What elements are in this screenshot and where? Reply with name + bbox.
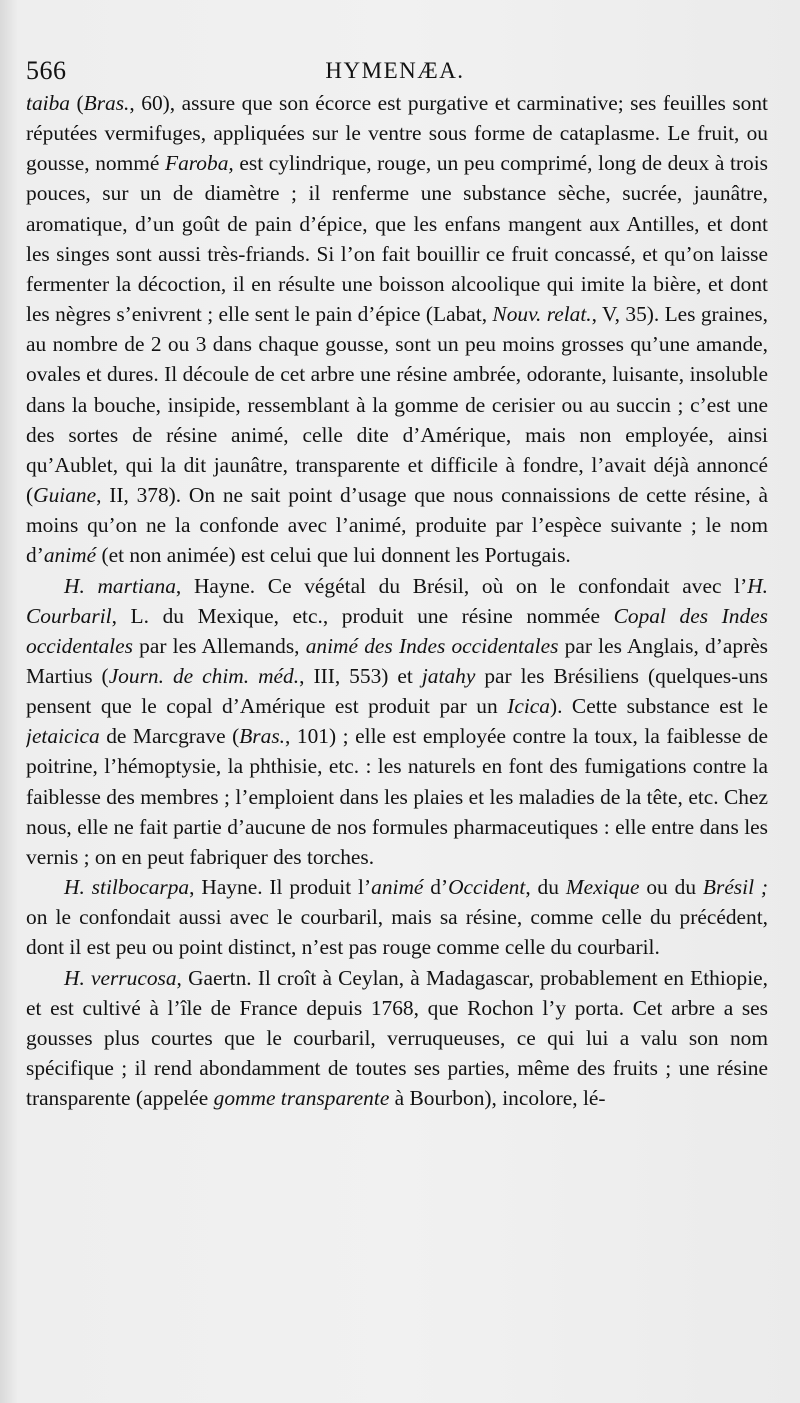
italic-text: animé des Indes occidentales <box>305 633 559 658</box>
italic-text: jatahy <box>421 663 476 688</box>
italic-text: H. verrucosa <box>64 965 177 990</box>
text-run: est cylindrique, rouge, un peu comprimé, long de deux à trois pouces, sur un de diamètre ; il renferme une substance sèche, sucrée, jaunâtre, aromatique, d’un goût de pain d’épice, que les enfans mangent aux Antilles, et dont les singes sont aussi très-friands. Si l’on fait bouillir ce fruit concassé, et qu’on laisse fermenter la décoction, il en résulte une boisson alcoolique qui imite la bière, et dont les nègres s’enivrent ; elle sent le pain d’épice (Labat, <box>26 151 768 327</box>
italic-text: Bras. <box>239 724 285 749</box>
text-run: , 60), assure que son écorce est purgative et carminative; ses feuilles sont réputées vermifuges, appliquées sur le ventre sous forme de cataplasme. Le fruit, ou gousse, nommé <box>26 91 768 176</box>
text-run: on le confondait aussi avec le courbaril, mais sa résine, comme celle du précédent, dont il est peu ou point distinct, n’est pas rouge comme celle du courbaril. <box>26 905 768 960</box>
text-run: par les Brésiliens (quelques-uns pensent que le copal d’Amérique est produit par un <box>26 663 768 719</box>
text-run: par les Allemands, <box>132 633 306 658</box>
italic-text: H. martiana <box>64 573 176 598</box>
text-run: , 101) ; elle est employée contre la toux, la faiblesse de poitrine, l’hémoptysie, la phthisie, etc. : les naturels en font des fumigations contre la faiblesse des membres ; l’emploient dans les plaies et les maladies de la tête, etc. Chez nous, elle ne fait partie d’aucune de nos formules pharmaceutiques : elle entre dans les vernis ; on en peut fabriquer des torches. <box>26 724 768 869</box>
italic-text: animé <box>371 875 424 900</box>
text-run: , II, 378). On ne sait point d’usage que nous connaissions de cette résine, à moins qu’on ne la confonde avec l’animé, produite par l’espèce suivante ; le nom d’ <box>26 483 768 568</box>
italic-text: Brésil ; <box>702 875 768 900</box>
italic-text: Occident <box>448 875 526 900</box>
page-header <box>26 56 764 92</box>
text-run: de Marcgrave ( <box>99 724 240 749</box>
text-run: , III, 553) et <box>299 663 422 688</box>
paragraph-courbaril-continued <box>26 88 768 571</box>
italic-text: Nouv. relat. <box>492 302 592 327</box>
italic-text: Guiane <box>33 483 97 508</box>
text-run: ou du <box>639 875 703 900</box>
italic-text: jetaicica <box>26 724 100 749</box>
italic-text: Faroba, <box>165 151 234 176</box>
text-run: , Hayne. Il produit l’ <box>189 875 372 900</box>
text-run: , du <box>525 875 566 900</box>
text-run: ). Cette substance est le <box>549 694 768 719</box>
paragraph-h-verrucosa <box>26 963 768 1114</box>
italic-text: taiba <box>26 91 70 115</box>
italic-text: animé <box>43 543 97 568</box>
italic-text: H. stilbocarpa <box>64 875 190 900</box>
text-run: par les Anglais, d’après Martius ( <box>26 633 768 688</box>
page-number: 566 <box>26 56 67 85</box>
text-run: ( <box>69 91 84 115</box>
italic-text: Copal des Indes occidentales <box>26 603 768 658</box>
text-run: , L. du Mexique, etc., produit une résine nommée <box>111 603 614 628</box>
text-run: , Hayne. Ce végétal du Brésil, où on le confondait avec l’ <box>175 573 748 598</box>
text-run: à Bourbon), incolore, lé- <box>389 1086 606 1111</box>
text-run: d’ <box>423 875 449 900</box>
paragraph-h-martiana <box>26 571 768 873</box>
text-run: , Gaertn. Il croît à Ceylan, à Madagascar, probablement en Ethiopie, et est cultivé à l’île de France depuis 1768, que Rochon l’y porta. Cet arbre a ses gousses plus courtes que le courbaril, verruqueuses, ce qui lui a valu son nom spécifique ; il rend abondamment de toutes ses parties, même des fruits ; une résine transparente (appelée <box>26 965 768 1111</box>
text-run: , V, 35). Les graines, au nombre de 2 ou 3 dans chaque gousse, sont un peu moins grosses qu’une amande, ovales et dures. Il découle de cet arbre une résine ambrée, odorante, luisante, insoluble dans la bouche, insipide, ressemblant à la gomme de cerisier ou au succin ; c’est une des sortes de résine animé, celle dite d’Amérique, mais non employée, ainsi qu’Aublet, qui la dit jaunâtre, transparente et difficile à fondre, l’avait déjà annoncé ( <box>26 302 768 508</box>
paragraph-h-stilbocarpa <box>26 872 768 962</box>
text-run: (et non animée) est celui que lui donnent les Portugais. <box>96 543 571 568</box>
running-title: HYMENÆA. <box>325 58 465 83</box>
italic-text: Mexique <box>565 875 640 900</box>
italic-text: Icica <box>507 694 550 719</box>
text-body <box>26 88 768 1371</box>
italic-text: gomme transparente <box>213 1086 390 1111</box>
italic-text: H. Courbaril <box>26 573 768 628</box>
italic-text: Bras. <box>83 91 130 115</box>
italic-text: Journ. de chim. méd. <box>108 663 300 688</box>
